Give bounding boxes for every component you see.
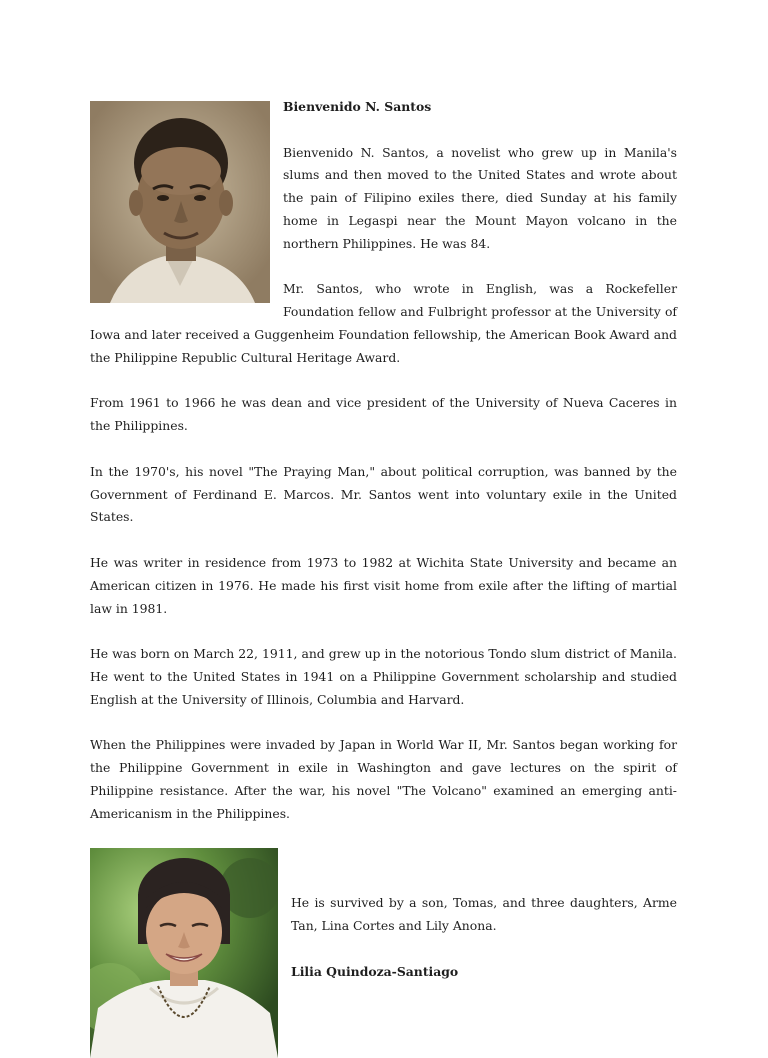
paragraph: Bienvenido N. Santos, a novelist who grew up in Manila's slums and then moved to the United States and wrote about the pain of Filipino exiles there, died Sunday at his family home in Legaspi near the Mount Mayon volcano in the northern Philippines. He was 84. [283, 144, 677, 251]
portrait-lilia-quindoza-santiago [90, 848, 278, 1058]
article-title: Bienvenido N. Santos [283, 99, 432, 114]
paragraph: When the Philippines were invaded by Japan in World War II, Mr. Santos began working for the Philippine Government in exile in Washington and gave lectures on the spirit of Philippine resistance. After the war, his novel "The Volcano" examined an emerging anti-Americanism in the Philippines. [90, 737, 677, 821]
paragraph: From 1961 to 1966 he was dean and vice president of the University of Nueva Caceres in the Philippines. [90, 395, 677, 434]
closing-paragraph: He is survived by a son, Tomas, and three daughters, Arme Tan, Lina Cortes and Lily Anona. [291, 895, 677, 934]
document-page [90, 96, 677, 1058]
portrait-bienvenido-santos [90, 101, 270, 303]
paragraph: In the 1970's, his novel "The Praying Man," about political corruption, was banned by the Government of Ferdinand E. Marcos. Mr. Santos went into voluntary exile in the United States. [90, 463, 677, 525]
paragraph: He was writer in residence from 1973 to 1982 at Wichita State University and became an American citizen in 1976. He made his first visit home from exile after the lifting of martial law in 1981. [90, 554, 677, 616]
portrait-image [90, 101, 270, 303]
next-article-title: Lilia Quindoza-Santiago [291, 963, 459, 979]
portrait-image [90, 848, 278, 1058]
paragraph: He was born on March 22, 1911, and grew up in the notorious Tondo slum district of Manila. He went to the United States in 1941 on a Philippine Government scholarship and studied English at the University of Illinois, Columbia and Harvard. [90, 646, 677, 707]
paragraph: Mr. Santos, who wrote in English, was a Rockefeller Foundation fellow and Fulbright professor at the University of Iowa and later received a Guggenheim Foundation fellowship, the American Book Award and the Philippine Republic Cultural Heritage Award. [90, 281, 677, 365]
